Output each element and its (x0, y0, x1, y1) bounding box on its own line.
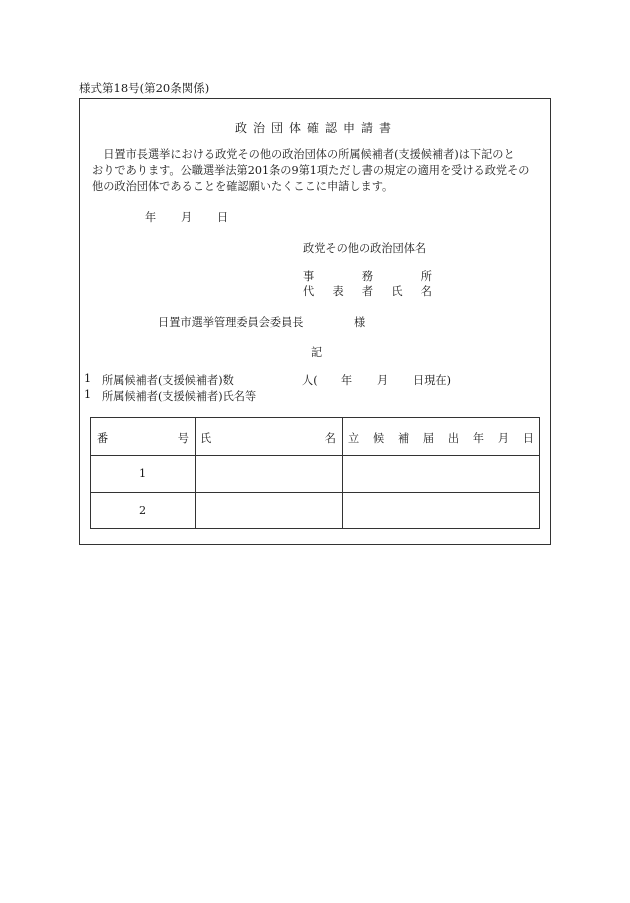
org-name-label: 政党その他の政治団体名 (303, 242, 427, 255)
header-date-char: 年 (472, 432, 485, 445)
table-row-number: 2 (139, 504, 147, 517)
header-date-char: 立 (348, 432, 360, 445)
addressee-honorific: 様 (354, 316, 366, 329)
header-date-char: 出 (447, 432, 460, 445)
item2-label: 所属候補者(支援候補者)氏名等 (102, 390, 257, 403)
item1-label: 所属候補者(支援候補者)数 (102, 374, 234, 387)
date-month: 月 (181, 211, 193, 224)
body-line-3: 他の政治団体であることを確認願いたくここに申請します。 (92, 180, 394, 193)
office-char: 務 (361, 270, 374, 283)
rep-char: 表 (332, 285, 344, 298)
item1-as-of: 日現在) (413, 374, 451, 387)
rep-char: 名 (420, 285, 432, 298)
header-date-char: 日 (522, 432, 534, 445)
form-title: 政治団体確認申請書 (234, 121, 397, 135)
header-date-char: 届 (422, 432, 435, 445)
body-line-1: 日置市長選挙における政党その他の政治団体の所属候補者(支援候補者)は下記のと (103, 148, 515, 161)
rep-char: 者 (361, 285, 374, 298)
table-row-number: 1 (139, 467, 147, 480)
office-char: 事 (303, 270, 315, 283)
header-name-char: 名 (324, 432, 336, 445)
date-day: 日 (217, 211, 229, 224)
ki-heading: 記 (311, 346, 323, 359)
item2-number: 1 (84, 388, 92, 401)
header-number (97, 430, 189, 446)
header-number-char: 番 (97, 432, 109, 445)
header-name-char: 氏 (200, 432, 212, 445)
addressee-name: 日置市選挙管理委員会委員長 (158, 316, 304, 329)
item1-year: 年 (341, 374, 353, 387)
header-filing-date (348, 430, 534, 446)
candidate-table (90, 417, 540, 529)
header-date-char: 月 (497, 432, 510, 445)
rep-char: 代 (303, 285, 315, 298)
header-date-char: 補 (397, 432, 410, 445)
rep-char: 氏 (391, 285, 403, 298)
header-date-char: 候 (372, 432, 385, 445)
header-number-char: 号 (177, 432, 189, 445)
item1-count-unit: 人( (302, 374, 318, 387)
office-char: 所 (420, 270, 432, 283)
header-name (200, 430, 336, 446)
item1-month: 月 (377, 374, 389, 387)
form-number: 様式第18号(第20条関係) (79, 81, 210, 95)
body-line-2: おりであります。公職選挙法第201条の9第1項ただし書の規定の適用を受ける政党その (92, 164, 530, 177)
item1-number: 1 (84, 372, 92, 385)
date-year: 年 (145, 211, 157, 224)
